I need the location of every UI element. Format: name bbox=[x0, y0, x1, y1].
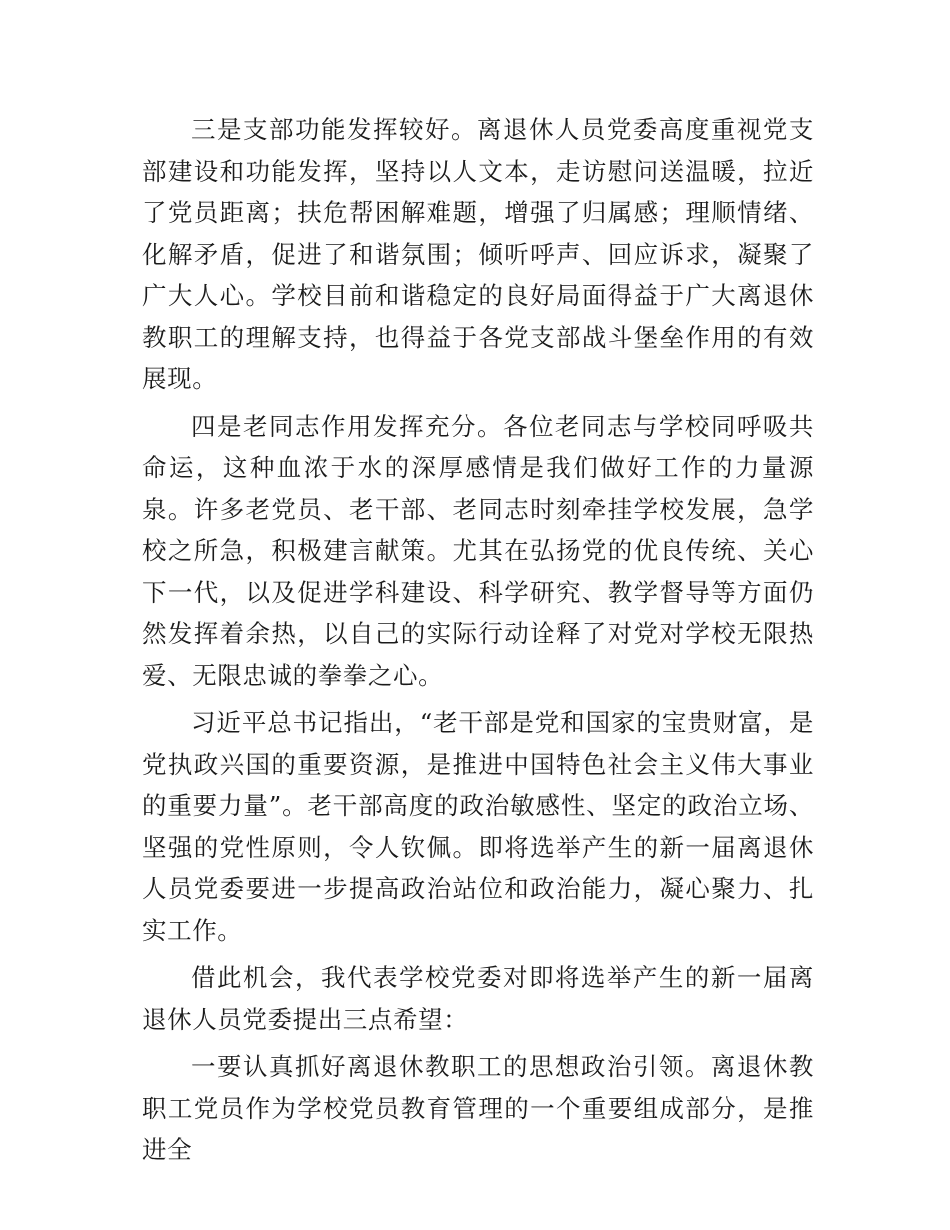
paragraph-veteran-role: 四是老同志作用发挥充分。各位老同志与学校同呼吸共命运，这种血浓于水的深厚感情是我们做好工作的力量源泉。许多老党员、老干部、老同志时刻牵挂学校发展，急学校之所急，积极建言献策。尤其在弘扬党的优良传统、关心下一代，以及促进学科建设、科学研究、教学督导等方面仍然发挥着余热，以自己的实际行动诠释了对党对学校无限热爱、无限忠诚的拳拳之心。 bbox=[142, 411, 814, 690]
paragraph-three-hopes-intro: 借此机会，我代表学校党委对即将选举产生的新一届离退休人员党委提出三点希望： bbox=[142, 963, 814, 1034]
paragraph-first-hope: 一要认真抓好离退休教职工的思想政治引领。离退休教职工党员作为学校党员教育管理的一个重要组成部分，是推进全 bbox=[142, 1052, 814, 1164]
paragraph-xi-quote: 习近平总书记指出，“老干部是党和国家的宝贵财富，是党执政兴国的重要资源，是推进中国特色社会主义伟大事业的重要力量”。老干部高度的政治敏感性、坚定的政治立场、坚强的党性原则，令人钦佩。即将选举产生的新一届离退休人员党委要进一步提高政治站位和政治能力，凝心聚力、扎实工作。 bbox=[142, 708, 814, 945]
paragraph-branch-function: 三是支部功能发挥较好。离退休人员党委高度重视党支部建设和功能发挥，坚持以人文本，走访慰问送温暖，拉近了党员距离；扶危帮困解难题，增强了归属感；理顺情绪、化解矛盾，促进了和谐氛围；倾听呼声、回应诉求，凝聚了广大人心。学校目前和谐稳定的良好局面得益于广大离退休教职工的理解支持，也得益于各党支部战斗堡垒作用的有效展现。 bbox=[142, 115, 814, 393]
document-body bbox=[142, 109, 814, 1177]
